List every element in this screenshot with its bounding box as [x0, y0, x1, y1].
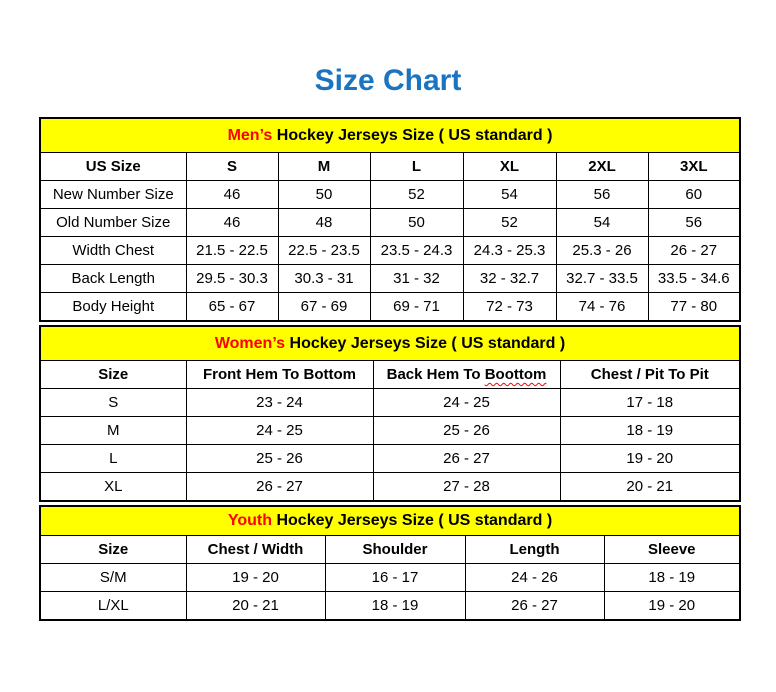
size-cell: 69 - 71 [370, 293, 463, 322]
column-header: Shoulder [325, 536, 465, 564]
table-row [40, 293, 740, 322]
size-cell: 27 - 28 [373, 473, 560, 502]
row-label: M [40, 417, 186, 445]
column-header: 3XL [648, 153, 740, 181]
size-cell: 60 [648, 181, 740, 209]
column-header: L [370, 153, 463, 181]
size-cell: 19 - 20 [186, 564, 325, 592]
size-cell: 24 - 25 [186, 417, 373, 445]
column-header: Chest / Width [186, 536, 325, 564]
size-cell: 19 - 20 [560, 445, 740, 473]
size-cell: 54 [556, 209, 648, 237]
size-cell: 24 - 26 [465, 564, 604, 592]
table-row [40, 209, 740, 237]
size-cell: 46 [186, 181, 278, 209]
womens-section-heading [40, 326, 740, 361]
mens-table-body [40, 181, 740, 322]
size-cell: 26 - 27 [186, 473, 373, 502]
mens-heading-highlight: Men’s [227, 126, 273, 144]
size-cell: 33.5 - 34.6 [648, 265, 740, 293]
womens-column-header-row [40, 361, 740, 389]
column-header: Size [40, 536, 186, 564]
row-label: L [40, 445, 186, 473]
youth-table-body [40, 564, 740, 621]
row-label: New Number Size [40, 181, 186, 209]
size-cell: 21.5 - 22.5 [186, 237, 278, 265]
column-header: Length [465, 536, 604, 564]
size-cell: 22.5 - 23.5 [278, 237, 370, 265]
size-cell: 54 [463, 181, 556, 209]
size-cell: 46 [186, 209, 278, 237]
size-cell: 67 - 69 [278, 293, 370, 322]
size-cell: 20 - 21 [186, 592, 325, 621]
size-cell: 65 - 67 [186, 293, 278, 322]
row-label: Width Chest [40, 237, 186, 265]
size-cell: 32 - 32.7 [463, 265, 556, 293]
column-header: Back Hem To Boottom [373, 361, 560, 389]
size-cell: 23.5 - 24.3 [370, 237, 463, 265]
size-cell: 18 - 19 [604, 564, 740, 592]
table-row [40, 564, 740, 592]
size-cell: 50 [278, 181, 370, 209]
column-header: US Size [40, 153, 186, 181]
womens-size-table [39, 325, 741, 502]
column-header: XL [463, 153, 556, 181]
size-cell: 18 - 19 [560, 417, 740, 445]
size-cell: 26 - 27 [465, 592, 604, 621]
youth-heading-highlight: Youth [227, 512, 273, 529]
size-cell: 56 [556, 181, 648, 209]
size-cell: 26 - 27 [648, 237, 740, 265]
table-row [40, 473, 740, 502]
size-cell: 16 - 17 [325, 564, 465, 592]
size-chart [39, 117, 739, 621]
mens-heading-text: Hockey Jerseys Size ( US standard ) [272, 126, 553, 144]
column-header: S [186, 153, 278, 181]
mens-section-heading [40, 118, 740, 153]
size-cell: 52 [463, 209, 556, 237]
table-row [40, 181, 740, 209]
column-header: 2XL [556, 153, 648, 181]
size-cell: 17 - 18 [560, 389, 740, 417]
column-header: M [278, 153, 370, 181]
size-cell: 25 - 26 [373, 417, 560, 445]
size-cell: 23 - 24 [186, 389, 373, 417]
table-row [40, 417, 740, 445]
table-row [40, 265, 740, 293]
size-cell: 18 - 19 [325, 592, 465, 621]
row-label: L/XL [40, 592, 186, 621]
page-title: Size Chart [314, 64, 462, 97]
column-header: Sleeve [604, 536, 740, 564]
size-cell: 26 - 27 [373, 445, 560, 473]
table-row [40, 445, 740, 473]
size-cell: 77 - 80 [648, 293, 740, 322]
row-label: S [40, 389, 186, 417]
table-row [40, 237, 740, 265]
size-cell: 50 [370, 209, 463, 237]
size-cell: 20 - 21 [560, 473, 740, 502]
womens-heading-text: Hockey Jerseys Size ( US standard ) [285, 334, 566, 352]
size-cell: 31 - 32 [370, 265, 463, 293]
size-cell: 52 [370, 181, 463, 209]
misspelled-word: Boottom [484, 366, 547, 383]
womens-table-body [40, 389, 740, 502]
size-cell: 56 [648, 209, 740, 237]
size-cell: 24 - 25 [373, 389, 560, 417]
mens-column-header-row [40, 153, 740, 181]
size-cell: 72 - 73 [463, 293, 556, 322]
size-cell: 32.7 - 33.5 [556, 265, 648, 293]
mens-size-table [39, 117, 741, 322]
size-cell: 74 - 76 [556, 293, 648, 322]
table-row [40, 389, 740, 417]
size-cell: 30.3 - 31 [278, 265, 370, 293]
column-header: Chest / Pit To Pit [560, 361, 740, 389]
row-label: Body Height [40, 293, 186, 322]
size-cell: 19 - 20 [604, 592, 740, 621]
row-label: Old Number Size [40, 209, 186, 237]
column-header: Front Hem To Bottom [186, 361, 373, 389]
column-header: Size [40, 361, 186, 389]
size-cell: 29.5 - 30.3 [186, 265, 278, 293]
womens-heading-highlight: Women’s [214, 334, 286, 352]
row-label: XL [40, 473, 186, 502]
row-label: S/M [40, 564, 186, 592]
size-cell: 48 [278, 209, 370, 237]
youth-column-header-row [40, 536, 740, 564]
size-cell: 25 - 26 [186, 445, 373, 473]
youth-size-table [39, 505, 741, 621]
row-label: Back Length [40, 265, 186, 293]
youth-heading-text: Hockey Jerseys Size ( US standard ) [272, 512, 553, 529]
size-cell: 25.3 - 26 [556, 237, 648, 265]
table-row [40, 592, 740, 621]
size-cell: 24.3 - 25.3 [463, 237, 556, 265]
youth-section-heading [40, 506, 740, 536]
